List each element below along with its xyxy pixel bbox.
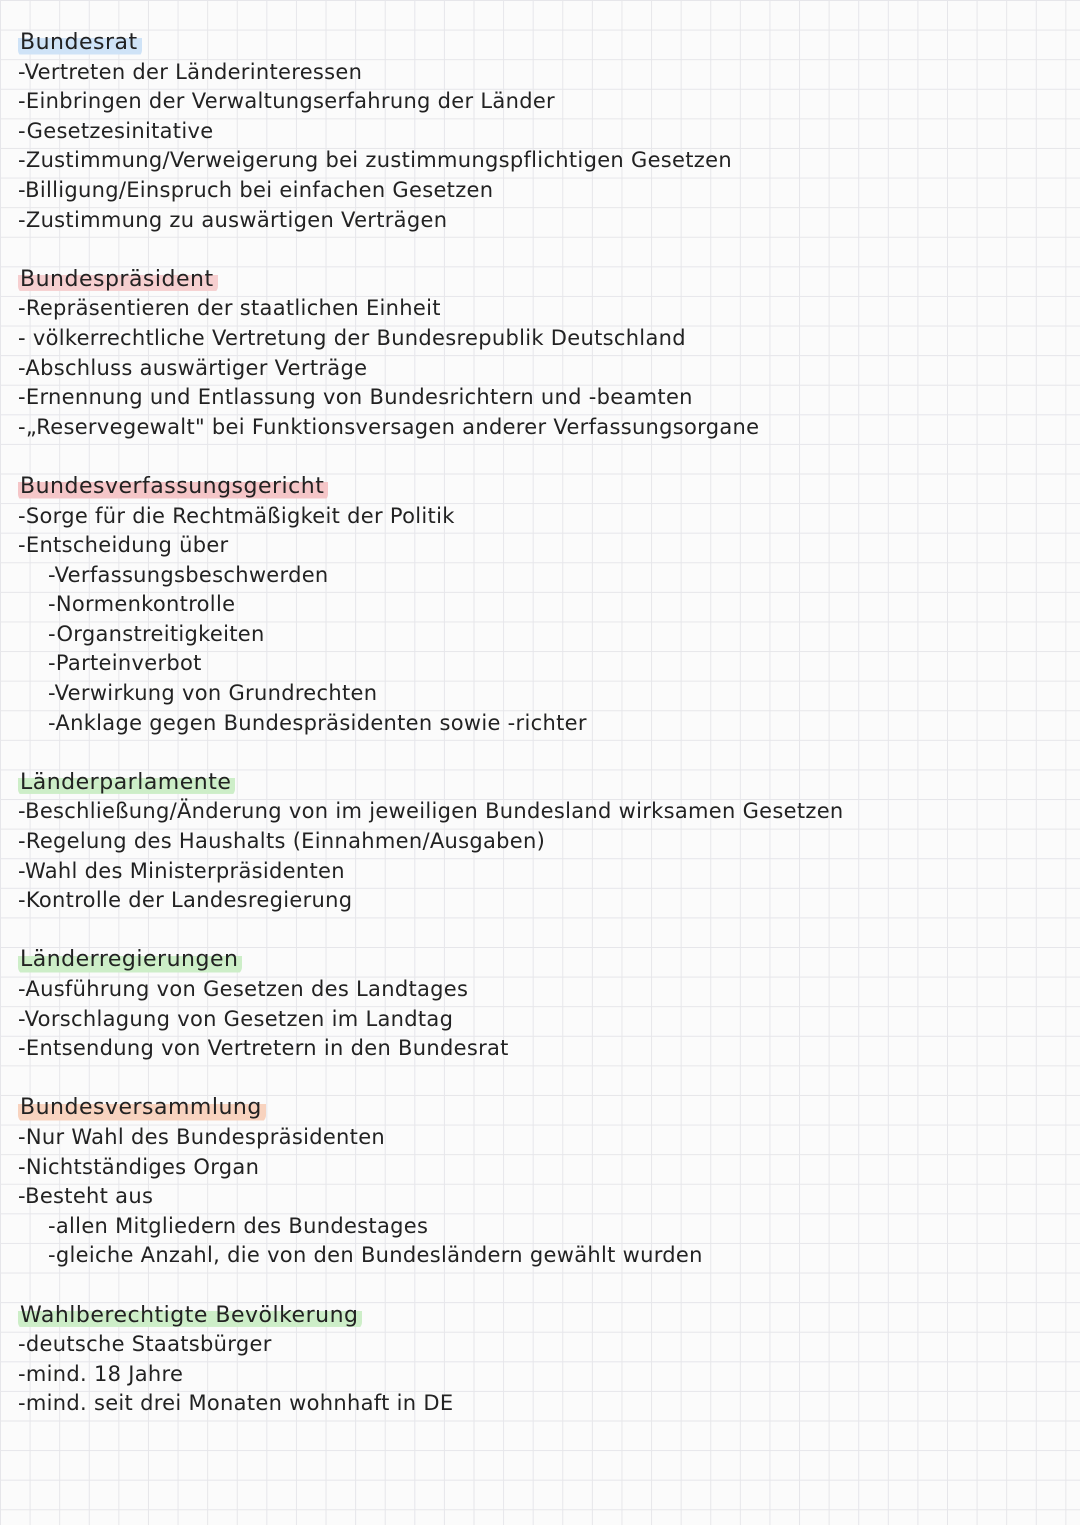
list-item: -Zustimmung zu auswärtigen Verträgen — [18, 207, 448, 232]
list-item: -Ernennung und Entlassung von Bundesrichtern und -beamten — [18, 385, 693, 410]
list-item: -Gesetzesinitative — [18, 118, 214, 143]
section-gap — [18, 1271, 1058, 1301]
list-item: -Regelung des Haushalts (Einnahmen/Ausgaben) — [18, 829, 546, 854]
section-heading: Bundesverfassungsgericht — [18, 472, 328, 502]
list-item: -Einbringen der Verwaltungserfahrung der Länder — [18, 89, 555, 114]
list-item: -Abschluss auswärtiger Verträge — [18, 355, 368, 380]
item-list — [18, 58, 1058, 236]
list-item: -Wahl des Ministerpräsidenten — [18, 858, 345, 883]
list-item: - völkerrechtliche Vertretung der Bundesrepublik Deutschland — [18, 325, 686, 350]
item-list — [18, 1330, 1058, 1419]
list-item: -Zustimmung/Verweigerung bei zustimmungspflichtigen Gesetzen — [18, 148, 732, 173]
list-item: -Nur Wahl des Bundespräsidenten — [18, 1124, 386, 1149]
list-item: -Kontrolle der Landesregierung — [18, 888, 353, 913]
list-item: -mind. seit drei Monaten wohnhaft in DE — [18, 1391, 454, 1416]
notes-page — [18, 28, 1058, 1419]
sub-list-item: -Anklage gegen Bundespräsidenten sowie -richter — [48, 710, 587, 735]
section-heading: Länderregierungen — [18, 945, 242, 975]
section-gap — [18, 442, 1058, 472]
item-list — [18, 502, 1058, 739]
sub-list-item: -Normenkontrolle — [48, 592, 236, 617]
list-item: -Vorschlagung von Gesetzen im Landtag — [18, 1006, 454, 1031]
section-bundespraesident — [18, 265, 1058, 443]
list-item: -deutsche Staatsbürger — [18, 1332, 272, 1357]
section-wahlberechtigte-bevoelkerung — [18, 1301, 1058, 1419]
item-list — [18, 975, 1058, 1064]
section-heading: Bundespräsident — [18, 265, 218, 295]
item-list — [18, 797, 1058, 915]
section-heading: Bundesversammlung — [18, 1093, 266, 1123]
section-heading: Länderparlamente — [18, 768, 235, 798]
sub-list-item: -Verfassungsbeschwerden — [48, 562, 329, 587]
list-item: -Beschließung/Änderung von im jeweiligen Bundesland wirksamen Gesetzen — [18, 799, 844, 824]
list-item: -Nichtständiges Organ — [18, 1154, 260, 1179]
list-item: -Vertreten der Länderinteressen — [18, 59, 363, 84]
list-item: -„Reservegewalt" bei Funktionsversagen anderer Verfassungsorgane — [18, 414, 760, 439]
list-item: -Ausführung von Gesetzen des Landtages — [18, 977, 469, 1001]
sub-list-item: -Parteinverbot — [48, 651, 202, 676]
sub-list-item: -Verwirkung von Grundrechten — [48, 681, 378, 706]
item-list — [18, 294, 1058, 442]
list-item: -Billigung/Einspruch bei einfachen Gesetzen — [18, 177, 494, 202]
section-bundesversammlung — [18, 1093, 1058, 1271]
section-gap — [18, 738, 1058, 768]
section-gap — [18, 916, 1058, 946]
list-item: -Entsendung von Vertretern in den Bundesrat — [18, 1036, 509, 1061]
section-heading: Bundesrat — [18, 28, 142, 58]
list-item: -Repräsentieren der staatlichen Einheit — [18, 296, 441, 321]
item-list — [18, 1123, 1058, 1271]
list-item: -Entscheidung über — [18, 533, 229, 558]
sub-list-item: -gleiche Anzahl, die von den Bundesländern gewählt wurden — [48, 1243, 703, 1268]
list-item: -mind. 18 Jahre — [18, 1361, 184, 1386]
section-gap — [18, 1064, 1058, 1094]
sub-list-item: -allen Mitgliedern des Bundestages — [48, 1213, 429, 1238]
section-laenderparlamente — [18, 768, 1058, 916]
section-heading: Wahlberechtigte Bevölkerung — [18, 1301, 362, 1331]
section-gap — [18, 235, 1058, 265]
list-item: -Sorge für die Rechtmäßigkeit der Politik — [18, 503, 455, 528]
section-bundesrat — [18, 28, 1058, 235]
sub-list-item: -Organstreitigkeiten — [48, 621, 265, 646]
section-bundesverfassungsgericht — [18, 472, 1058, 738]
section-laenderregierungen — [18, 945, 1058, 1063]
list-item: -Besteht aus — [18, 1184, 154, 1209]
